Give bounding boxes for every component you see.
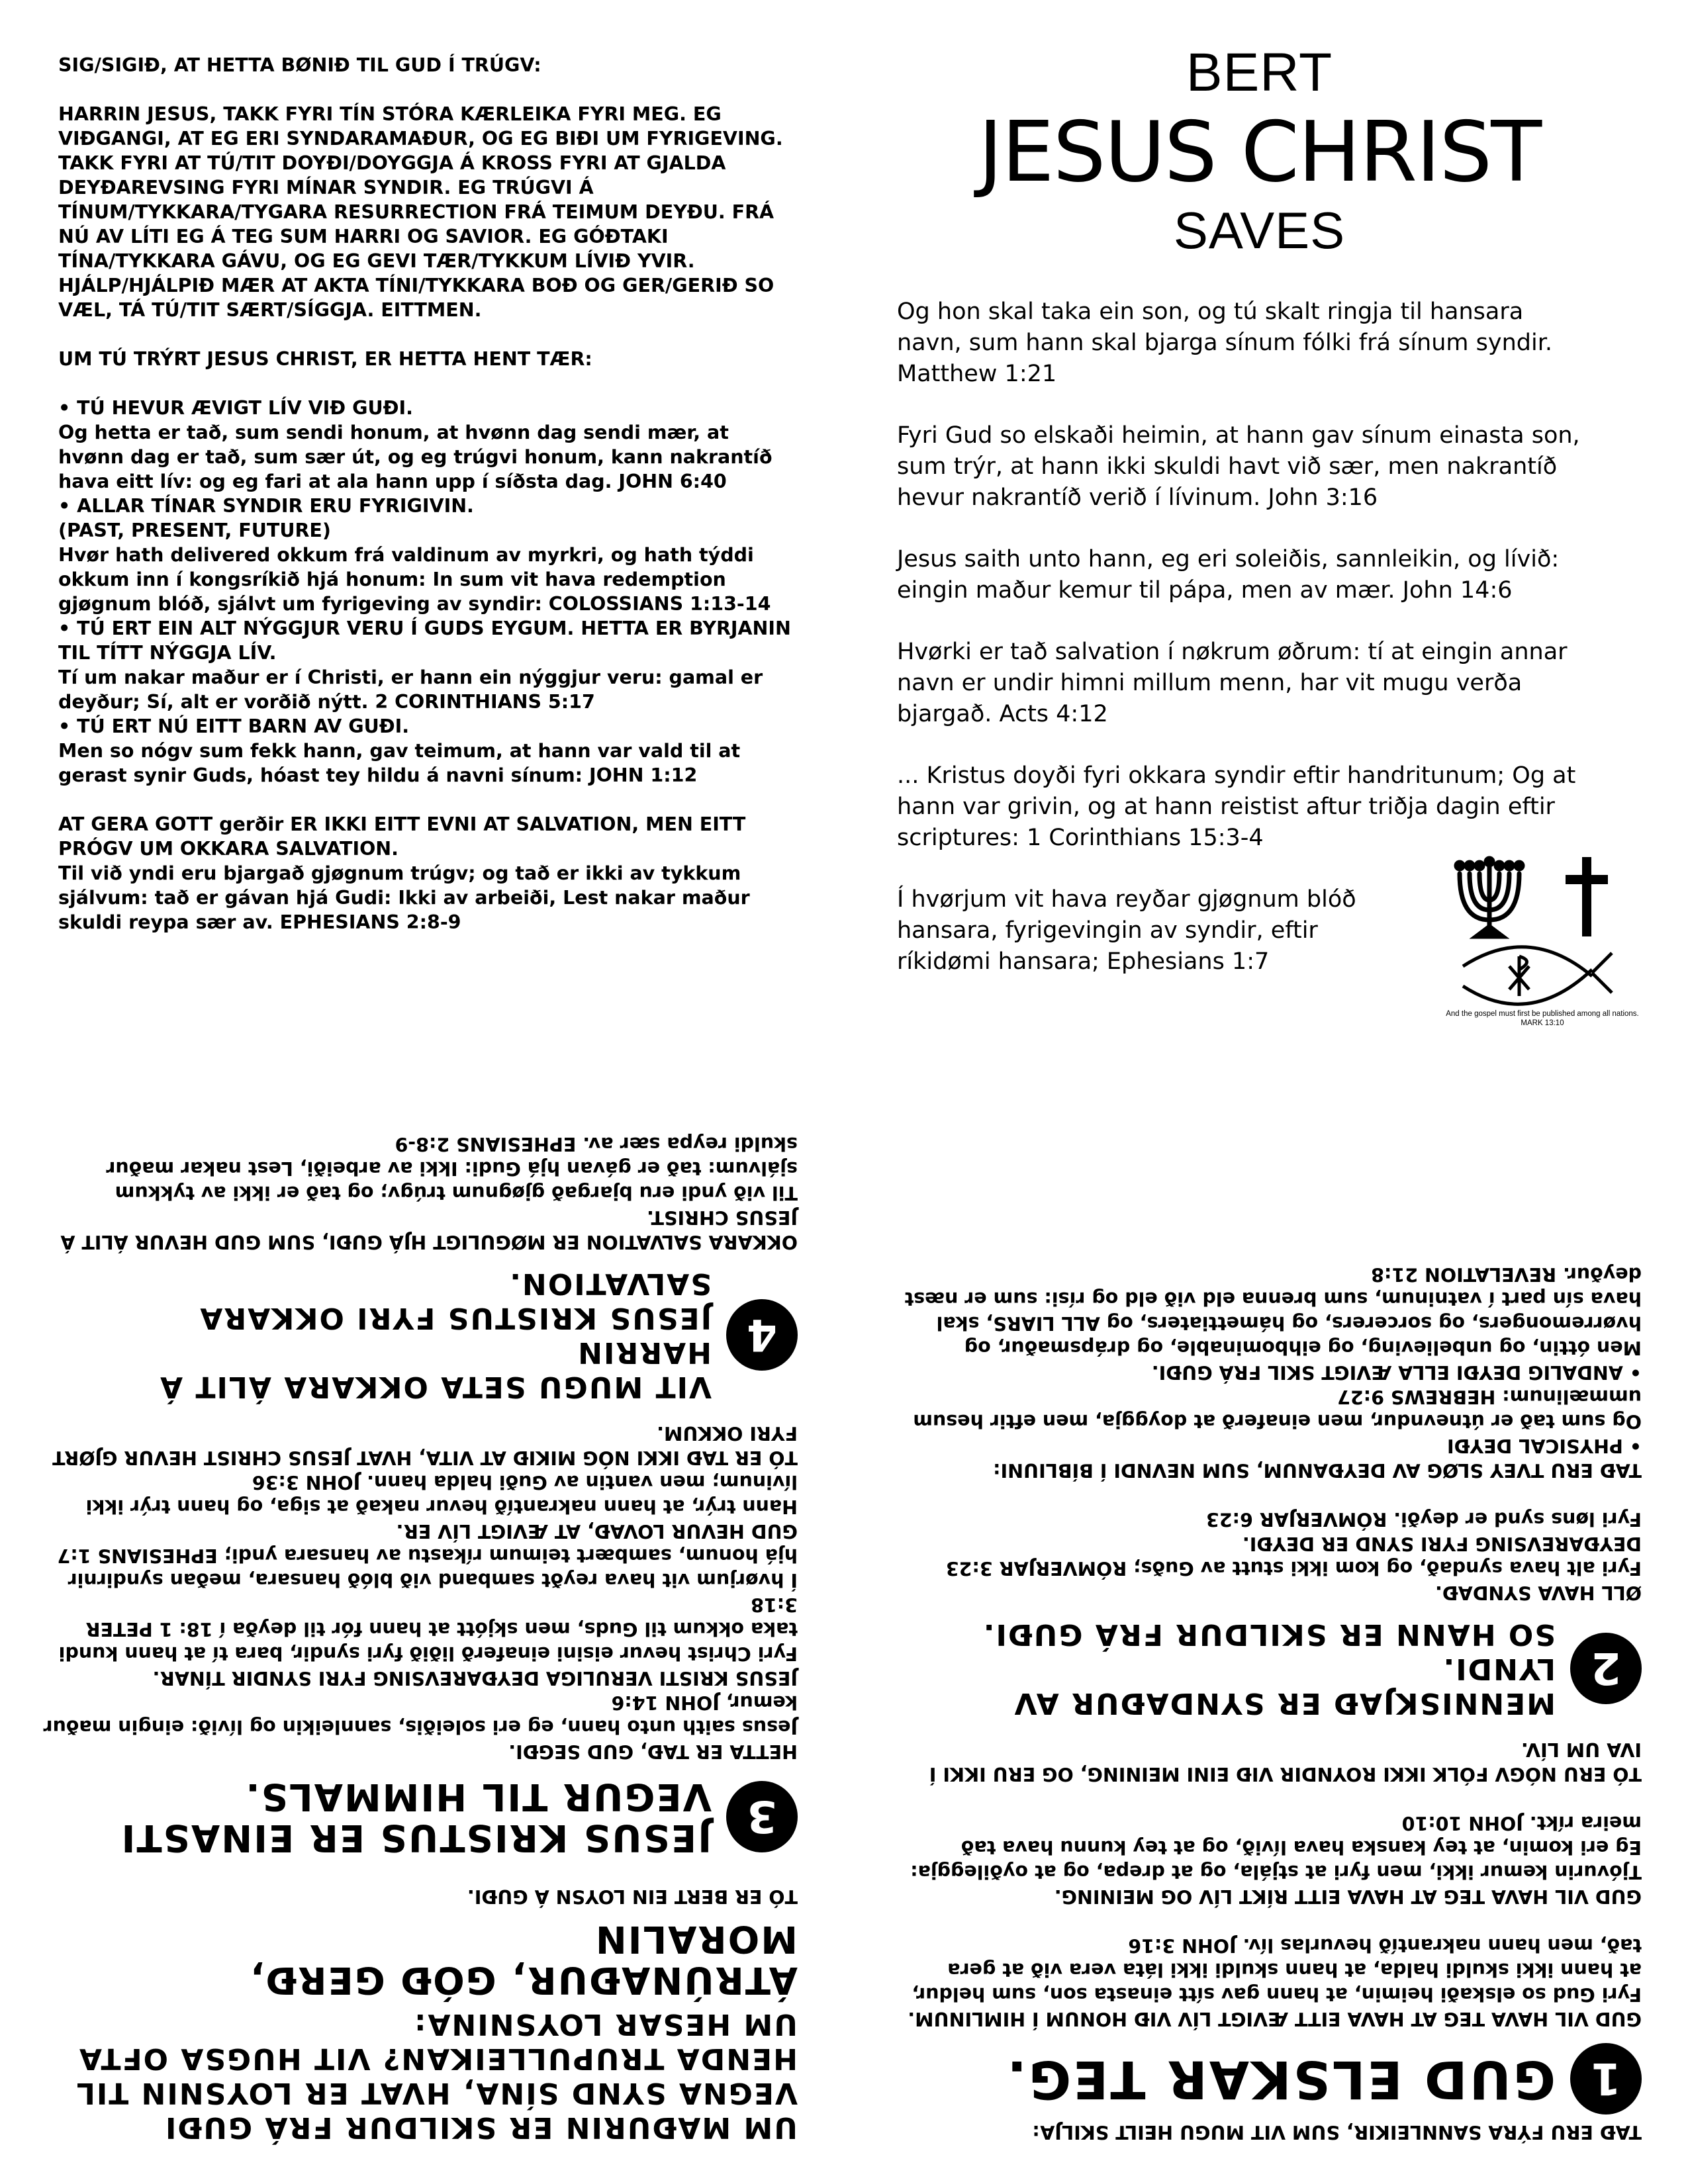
ichthys-chi-rho-icon xyxy=(1463,947,1612,1004)
point-1-title: • TÚ HEVUR ÆVIGT LÍV VIÐ GUÐI. xyxy=(58,397,413,419)
mark-tagline: And the gospel must first be published among all nations. MARK 13:10 xyxy=(1446,1010,1639,1027)
step-2-p1: • PHYSICAL DEYÐI xyxy=(1447,1435,1642,1457)
step-3-title-2: VEGUR TIL HIMMALS. xyxy=(244,1775,712,1818)
cover-saves: SAVES xyxy=(1173,201,1346,259)
step-3-sub-2: JESUS KRISTI VERULIGA DEYÐAREVSING FYRI SYNDIR TÍNAR. xyxy=(152,1667,798,1689)
prayer-body: HARRIN JESUS, TAKK FYRI TÍN STÓRA KÆRLEIKA FYRI MEG. EG VIÐGANGI, AT EG ERI SYNDARAMAÐUR, OG EG BIÐI UM FYRIGEVING. TAKK FYRI AT TÚ/TIT DOYÐI/DOYGGJA Á KROSS FYRI AT GJALDA DEYÐAREVSING FYRI MÍNAR SYNDIR. EG TRÚGVI Á TÍNUM/TYKKARA/TYGARA RESURRECTION FRÁ TEIMUM DEYÐU. FRÁ NÚ AV LÍTI EG Á TEG SUM HARRI OG SAVIOR. EG GÓÐTAKI TÍNA/TYKKARA GÁVU, OG EG GEVI TÆR/TYKKUM LÍVIÐ YVIR. HJÁLP/HJÁLPIÐ MÆR AT AKTA TÍNI/TYKKARA BOÐ OG GER/GERIÐ SO VÆL, TÁ TÚ/TIT SÆRT/SÍGGJA. EITTMEN. xyxy=(58,103,783,321)
verse-john-3-16: Fyri Gud so elskaði heimin, at hann gav sínum einasta son, sum trýr, at hann ikki skuldi havt við sær, men nakrantíð hevur nakrantíð verið í lívinum. John 3:16 xyxy=(897,422,1580,511)
step-1-body xyxy=(904,1737,1642,2031)
step-3-text-4: Hann trýr, at hann nakrantíð hevur nakað at siga, og hann trýr ikki lívinum; men vantin av Guði halda hann. JOHN 3:36 xyxy=(85,1471,798,1518)
verse-matthew: Og hon skal taka ein son, og tú skalt ringja til hansara navn, sum hann skal bjarga sínum fólki frá sínum syndir. Matthew 1:21 xyxy=(897,298,1552,387)
step-2-sub-3: TAÐ ERU TVEY SLØG AV DEYÐANUM, SUM NEVNDI Í BÍBLIUNI: xyxy=(993,1459,1642,1481)
good-works-text: Til við yndi eru bjargað gjøgnum trúgv; og tað er ikki av tykkum sjálvum: tað er gávan hjá Gudi: Ikki av arbeiði, Lest nakar maður skuldi reypa sær av. EPHESIANS 2:8-9 xyxy=(58,862,750,933)
step-1-text-1: Fyri Gud so elskaði heimin, at hann gav sítt einasta son, sum heldur, at hann ikki skuldi halda, at hann skuldi ikki láta vera við at gera tað, men hann nakrantíð hevurlas lív. JOHN 3:16 xyxy=(912,1934,1642,2005)
step-4-text: Til við yndi eru bjargað gjøgnum trúgv; og tað er ikki av tykkum sjálvum: tað er gávan hjá Gudi: Ikki av arbeiði, Lest nakar maður skuldi reypa sær av. EPHESIANS 2:8-9 xyxy=(106,1133,798,1204)
step-3-body xyxy=(40,1421,798,1764)
point-2-text: (PAST, PRESENT, FUTURE) Hvør hath delivered okkum frá valdinum av myrkri, og hath týddi okkum inn í kongsríkið hjá honum: In sum vit hava redemption gjøgnum blóð, sjálvt um fyrigeving av syndir: COLOSSIANS 1:13-14 xyxy=(58,520,771,615)
step-1-header xyxy=(904,2043,1642,2115)
point-4-text: Men so nógv sum fekk hann, gav teimum, at hann var vald til at gerast synir Guds, hóast tey hildu á navni sínum: JOHN 1:12 xyxy=(58,740,741,786)
step-3-text-3: Í hvørjum vit hava reyðt samband við blóð hansara, meðan syndirnir hjá honum, sambært teimum ríkastu av hansara yndi; EPHESIANS 1:7 xyxy=(57,1545,798,1591)
step-3-header xyxy=(40,1776,798,1858)
verse-john-14-6: Jesus saith unto hann, eg eri soleiðis, sannleikin, og lívið: eingin maður kemur til pápa, men av mær. John 14:6 xyxy=(897,546,1560,604)
prayer-panel xyxy=(0,0,844,1092)
step-2-text-2: Fyri løns synd er deyði. RÓMVERJAR 6:23 xyxy=(1205,1508,1642,1530)
step-3-sub-4: TÓ ER TAÐ IKKI NÓG MIKIÐ AT VITA, HVAT JESUS CHRIST HEVUR GJØRT FYRI OKKUM. xyxy=(52,1422,798,1469)
point-3-text: Tí um nakar maður er í Christi, er hann ein nýggjur veru: gamal er deyður; Sí, alt er vorðið nýtt. 2 CORINTHIANS 5:17 xyxy=(58,666,763,713)
symbols-group xyxy=(1450,854,1635,1009)
cover-panel xyxy=(844,0,1688,1092)
step-1-text-2: Tjóvurin kemur ikki, men fyri at stjála, og at drepa, og at oyðileggja: Eg eri komin, at tey kanska hava lívið, og at tey kunnu hava tað meira ríkt. JOHN 10:10 xyxy=(910,1812,1642,1883)
point-1-text: Og hetta er tað, sum sendi honum, at hvønn dag sendi mær, at hvønn dag er tað, sum sær út, og eg trúgvi honum, kann nakrantíð hava eitt lív: og eg fari at ala hann upp í síðsta dag. JOHN 6:40 xyxy=(58,422,773,492)
step-1-sub-2: GUD VIL HAVA TEG AT HAVA EITT RÍKT LÍV OG MEINING. xyxy=(1054,1886,1642,1907)
step-1-title: GUD ELSKAR TEG. xyxy=(1005,2049,1556,2109)
step-3-sub-3: GUD HEVUR LOVAÐ, AT ÆVIGT LÍV ER. xyxy=(396,1520,798,1542)
step-4-body xyxy=(40,1132,798,1254)
step-3-text-1: Jesus saith unto hann, eg eri soleiðis, sannleikin og lívið: eingin maður kemur, JOHN 14:6 xyxy=(43,1692,798,1738)
step-4-number: 4 xyxy=(726,1299,798,1371)
step-2-p2-text: Men óttin, og unbelieving, og eihbominable, og drápsmaður, og hvørremongers, og sorcerers, og hámettiaters, og ALL LIARS, skal hava sín part í vatninum, sum brenna eld við eld og rísi: sum er næst deyður. REVELATION 21:8 xyxy=(904,1263,1642,1359)
step-4-header xyxy=(40,1266,798,1404)
steps-3-4-panel xyxy=(0,1092,844,2184)
step-2-sub-2: DEYÐAREVSING FYRI SYND ER DEYÐI. xyxy=(1242,1533,1642,1555)
step-2-title-1: MENNISKJAÐ ER SYNDAÐUR AV LYNDI. xyxy=(1013,1652,1556,1720)
step-2-text-1: Fyri alt hava syndað, og kom ikki stutt av Guðs; RÓMVERJAR 3:23 xyxy=(945,1557,1642,1579)
false-ways-sub: TÓ ER BERT EIN LOYSN Á GUÐI. xyxy=(467,1886,798,1907)
steps-1-2-panel xyxy=(844,1092,1688,2184)
step-3-text-2: Fyri Christ hevur eisini einaferð liðið fyri syndir, bara tí at hann kundi taka okkum til Guds, men skjótt at hann fór til deyða í 18: 1 PETER 3:18 xyxy=(58,1594,798,1664)
cross-icon xyxy=(1566,857,1608,936)
step-4-sub: OKKARA SALVATION ER MØGULIGT HJÁ GUÐI, SUM GUD HEVUR ÁLIT Á JESUS CHRIST. xyxy=(60,1206,798,1253)
verse-corinthians: ... Kristus doyði fyri okkara syndir eftir handritunum; Og at hann var grivin, og at hann reistist aftur triðja dagin eftir scriptures: 1 Corinthians 15:3-4 xyxy=(897,762,1576,851)
cover-title: JESUS CHRIST xyxy=(978,103,1541,201)
solution-question: UM MAÐURIN ER SKILDUR FRÁ GUÐI VEGNA SYND SÍNA, HVAT ER LOYSNIN TIL HENDA TRUPULLEIKAN? VIT HUGSA OFTA UM HESAR LOYSNINA: xyxy=(75,2007,798,2144)
step-2-header xyxy=(904,1617,1642,1720)
step-2-p1-text: Og sum tað er útnevndur, men einaferð at doyggja, men eftir hesum ummælinum: HEBREWS 9:27 xyxy=(913,1386,1642,1432)
trust-heading: UM TÚ TRÝRT JESUS CHRIST, ER HETTA HENT TÆR: xyxy=(58,348,592,370)
cover-bert: BERT xyxy=(1186,42,1333,103)
point-3-title: • TÚ ERT EIN ALT NÝGGJUR VERU Í GUDS EYGUM. HETTA ER BYRJANIN TIL TÍTT NÝGGJA LÍV. xyxy=(58,617,791,664)
good-works-heading: AT GERA GOTT gerðir ER IKKI EITT EVNI AT SALVATION, MEN EITT PRÓGV UM OKKARA SALVATION. xyxy=(58,813,746,860)
point-4-title: • TÚ ERT NÚ EITT BARN AV GUÐI. xyxy=(58,715,410,737)
step-4-title-1: VIT MUGU SETA OKKARA ÁLIT Á HARRIN xyxy=(159,1336,712,1404)
step-1-sub-3: TÓ ERU NÓGV FÓLK IKKI ROYNDIR VIÐ EINI MEINING, OG ERU IKKI Í IVA UM LÍV. xyxy=(929,1739,1642,1785)
step-3-title-1: JESUS KRISTUS ER EINASTI xyxy=(120,1816,712,1859)
step-2-number: 2 xyxy=(1570,1633,1642,1704)
false-ways: ÁTRÚNAÐUR, GÓÐ GERÐ, MORALIN xyxy=(249,1917,798,2001)
verse-ephesians: Í hvørjum vit hava reyðar gjøgnum blóð hansara, fyrigevingin av syndir, eftir ríkidømi hansara; Ephesians 1:7 xyxy=(897,886,1356,975)
step-3-sub: HETTA ER TAÐ, GUD SEGÐI. xyxy=(508,1741,798,1762)
step-1-number: 1 xyxy=(1570,2043,1642,2115)
step-3-number: 3 xyxy=(726,1781,798,1852)
step-2-title-2: SO HANN ER SKILDUR FRÁ GUÐI. xyxy=(982,1617,1556,1651)
point-2-title: • ALLAR TÍNAR SYNDIR ERU FYRIGIVIN. xyxy=(58,495,474,517)
four-truths-intro: TAÐ ERU FÝRA SANNLEIKIR, SUM VIT MUGU HEILT SKILJA: xyxy=(1032,2121,1642,2143)
verse-acts: Hvørki er tað salvation í nøkrum øðrum: tí at eingin annar navn er undir himni millum menn, har vit mugu verða bjargað. Acts 4:12 xyxy=(897,639,1568,727)
step-2-sub: ØLL HAVA SYNDAÐ. xyxy=(1435,1582,1642,1604)
prayer-heading: SIG/SIGIÐ, AT HETTA BØNIÐ TIL GUD Í TRÚGV: xyxy=(58,54,541,76)
step-1-sub: GUD VIL HAVA TEG AT HAVA EITT ÆVIGT LÍV VIÐ HONUM Í HIMLINUM. xyxy=(908,2008,1642,2030)
menorah-icon xyxy=(1456,858,1523,936)
step-2-p2: • ANDALIG DEYÐI ELLA ÆVIGT SKIL FRÁ GUÐI. xyxy=(1151,1361,1642,1383)
step-2-body xyxy=(904,1262,1642,1605)
step-4-title-2: JESUS KRISTUS FYRI OKKARA SALVATION. xyxy=(199,1267,712,1335)
